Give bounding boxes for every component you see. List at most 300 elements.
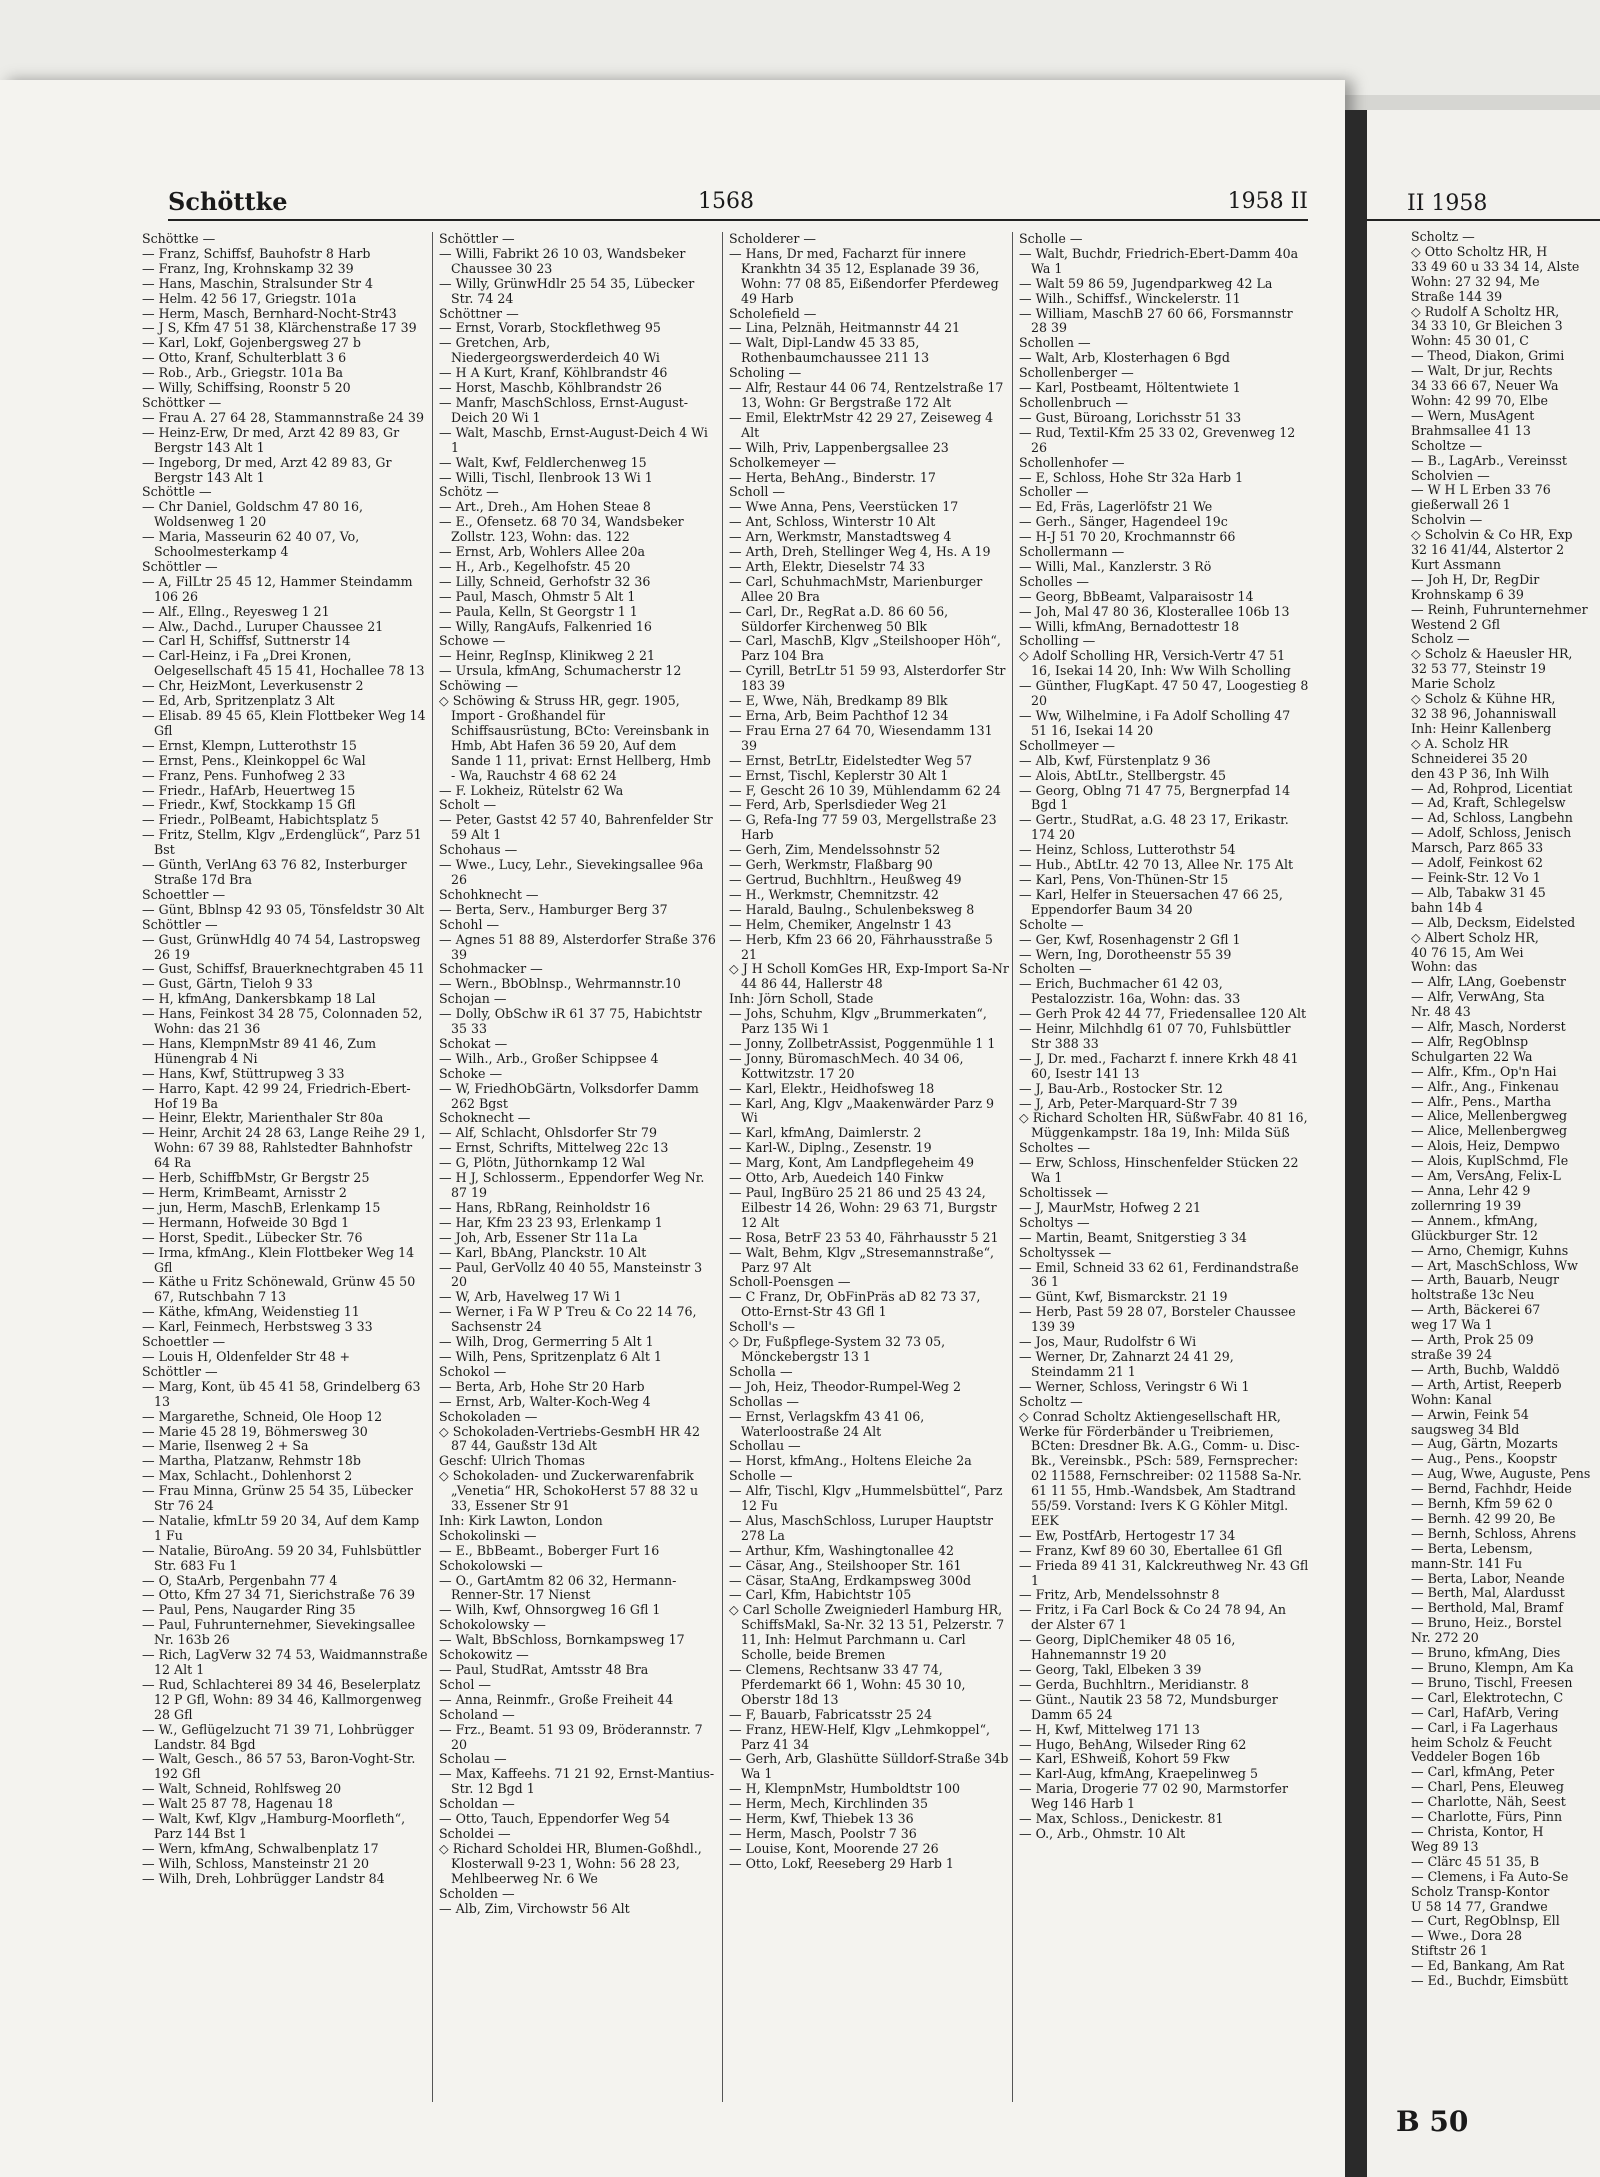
directory-entry: — Martin, Beamt, Snitgerstieg 3 34 bbox=[1019, 1229, 1247, 1245]
directory-entry: — Herm, Masch, Poolstr 7 36 bbox=[729, 1825, 917, 1841]
directory-entry: — F, Gescht 26 10 39, Mühlendamm 62 24 bbox=[729, 782, 1001, 798]
directory-entry: Schollmeyer — bbox=[1019, 737, 1116, 753]
directory-entry: Schulgarten 22 Wa bbox=[1411, 1048, 1533, 1064]
directory-entry: mann-Str. 141 Fu bbox=[1411, 1555, 1523, 1571]
directory-entry: — Frieda 89 41 31, Kalckreuthweg Nr. 43 Gfl 1 bbox=[1019, 1557, 1309, 1588]
right-column bbox=[1411, 230, 1600, 1989]
directory-entry: — Alfr, Tischl, Klgv „Hummelsbüttel“, Parz 12 Fu bbox=[729, 1483, 1003, 1514]
directory-entry: — Carl, i Fa Lagerhaus bbox=[1411, 1719, 1558, 1735]
directory-entry: Schollenberger — bbox=[1019, 365, 1134, 381]
directory-entry: Glückburger Str. 12 bbox=[1411, 1227, 1538, 1243]
directory-entry: — J, MaurMstr, Hofweg 2 21 bbox=[1019, 1199, 1202, 1215]
directory-entry: — G, Refa-Ing 77 59 03, Mergellstraße 23 Harb bbox=[729, 812, 997, 843]
directory-entry: — Wwe., Dora 28 bbox=[1411, 1928, 1523, 1944]
directory-entry: — Jonny, ZollbetrAssist, Poggenmühle 1 1 bbox=[729, 1035, 996, 1051]
directory-entry: — Karl-Aug, kfmAng, Kraepelinweg 5 bbox=[1019, 1766, 1258, 1782]
directory-entry: — Rich, LagVerw 32 74 53, Waidmannstraße 12 Alt 1 bbox=[142, 1647, 428, 1677]
directory-entry: Scholkemeyer — bbox=[729, 454, 837, 470]
directory-entry: — Karl, kfmAng, Daimlerstr. 2 bbox=[729, 1125, 922, 1141]
directory-entry: — Arth, Bäckerei 67 bbox=[1411, 1302, 1541, 1318]
directory-entry: Scholz Transp-Kontor bbox=[1411, 1883, 1550, 1899]
directory-entry: — F. Lokheiz, Rütelstr 62 Wa bbox=[439, 782, 624, 798]
directory-entry: — Friedr., HafArb, Heuertweg 15 bbox=[142, 782, 356, 798]
directory-entry: ◇ Schöwing & Struss HR, gegr. 1905, Import - Großhandel für Schiffsausrüstung, BCto: Vereinsbank in Hmb, Abt Hafen 36 59 20, Auf dem Sande 1 11, privat: Ernst Hellberg, Hmb - Wa, Rauchstr 4 68 62 24 bbox=[439, 693, 711, 783]
directory-entry: — Annem., kfmAng, bbox=[1411, 1212, 1538, 1228]
directory-entry: Schol — bbox=[439, 1676, 491, 1692]
directory-entry: — Har, Kfm 23 23 93, Erlenkamp 1 bbox=[439, 1214, 663, 1230]
directory-entry: — Franz, Ing, Krohnskamp 32 39 bbox=[142, 260, 354, 276]
directory-entry: — Christa, Kontor, H bbox=[1411, 1823, 1544, 1839]
directory-entry: Brahmsallee 41 13 bbox=[1411, 422, 1531, 438]
section-folio: B 50 bbox=[1396, 2105, 1469, 2138]
directory-entry: — Frau Minna, Grünw 25 54 35, Lübecker Str 76 24 bbox=[142, 1483, 413, 1514]
directory-entry: Scholling — bbox=[1019, 633, 1096, 649]
directory-entry: — Rosa, BetrF 23 53 40, Fährhausstr 5 21 bbox=[729, 1229, 999, 1245]
directory-entry: weg 17 Wa 1 bbox=[1411, 1317, 1493, 1333]
directory-entry: Straße 144 39 bbox=[1411, 288, 1503, 304]
header-page-number: 1568 bbox=[698, 189, 754, 214]
directory-entry: — Paul, Masch, Ohmstr 5 Alt 1 bbox=[439, 588, 636, 604]
directory-entry: — William, MaschB 27 60 66, Forsmannstr 28 39 bbox=[1019, 305, 1293, 336]
directory-entry: — Walt, Dipl-Landw 45 33 85, Rothenbaumchaussee 211 13 bbox=[729, 335, 930, 366]
directory-entry: — Harro, Kapt. 42 99 24, Friedrich-Ebert-Hof 19 Ba bbox=[142, 1080, 411, 1111]
directory-entry: — Berta, Serv., Hamburger Berg 37 bbox=[439, 901, 668, 917]
directory-entry: — Walt, Gesch., 86 57 53, Baron-Voght-Str. 192 Gfl bbox=[142, 1751, 416, 1782]
directory-entry: — Alfr., Kfm., Op'n Hai bbox=[1411, 1063, 1557, 1079]
directory-entry: ◇ Schokoladen-Vertriebs-GesmbH HR 42 87 44, Gaußstr 13d Alt bbox=[439, 1423, 700, 1454]
directory-entry: — Alus, MaschSchloss, Luruper Hauptstr 278 La bbox=[729, 1512, 994, 1543]
directory-entry: — Aug, Gärtn, Mozarts bbox=[1411, 1436, 1558, 1452]
directory-entry: — H., Werkmstr, Chemnitzstr. 42 bbox=[729, 886, 939, 902]
directory-entry: — Berta, Lebensm, bbox=[1411, 1540, 1533, 1556]
header-year-volume: 1958 II bbox=[1227, 189, 1308, 214]
directory-entry: — Herm, Masch, Bernhard-Nocht-Str43 bbox=[142, 305, 397, 321]
directory-entry: ◇ Richard Scholdei HR, Blumen-Goßhdl., Klosterwall 9-23 1, Wohn: 56 28 23, Mehlbeerweg Nr. 6 We bbox=[439, 1840, 702, 1886]
directory-entry: — Georg, BbBeamt, Valparaisostr 14 bbox=[1019, 588, 1254, 604]
directory-entry: — Jonny, BüromaschMech. 40 34 06, Kottwitzstr. 17 20 bbox=[729, 1050, 964, 1081]
directory-entry: Scholefield — bbox=[729, 305, 817, 321]
directory-entry: — Fritz, i Fa Carl Bock & Co 24 78 94, An der Alster 67 1 bbox=[1019, 1602, 1286, 1633]
directory-entry: — Alf., Ellng., Reyesweg 1 21 bbox=[142, 603, 330, 619]
directory-entry: — Erw, Schloss, Hinschenfelder Stücken 22 Wa 1 bbox=[1019, 1155, 1299, 1186]
directory-entry: Scholten — bbox=[1019, 961, 1092, 977]
directory-entry: — Wwe., Lucy, Lehr., Sievekingsallee 96a 26 bbox=[439, 857, 704, 887]
directory-entry: — Martha, Platzanw, Rehmstr 18b bbox=[142, 1453, 361, 1469]
directory-entry: — Willy, Schiffsing, Roonstr 5 20 bbox=[142, 380, 351, 396]
directory-entry: Scholing — bbox=[729, 365, 802, 381]
directory-entry: — Clemens, Rechtsanw 33 47 74, Pferdemarkt 66 1, Wohn: 45 30 10, Oberstr 18d 13 bbox=[729, 1662, 966, 1707]
directory-entry: — Hub., AbtLtr. 42 70 13, Allee Nr. 175 Alt bbox=[1019, 857, 1294, 873]
directory-entry: — Hermann, Hofweide 30 Bgd 1 bbox=[142, 1214, 350, 1230]
directory-entry: — Bernd, Fachhdr, Heide bbox=[1411, 1481, 1572, 1497]
directory-entry: — E, Schloss, Hohe Str 32a Harb 1 bbox=[1019, 469, 1244, 485]
header-catchword: Schöttke bbox=[168, 187, 288, 216]
directory-entry: — Herta, BehAng., Binderstr. 17 bbox=[729, 469, 936, 485]
directory-entry: Inh: Kirk Lawton, London bbox=[439, 1512, 603, 1528]
directory-entry: — Walt, Dr jur, Rechts bbox=[1411, 363, 1553, 379]
directory-entry: Scholvin — bbox=[1411, 512, 1483, 528]
directory-entry: Westend 2 Gfl bbox=[1411, 616, 1500, 632]
directory-entry: Schneiderei 35 20 bbox=[1411, 750, 1528, 766]
directory-entry: — Charlotte, Fürs, Pinn bbox=[1411, 1809, 1563, 1825]
directory-page-right bbox=[1367, 110, 1600, 2177]
directory-entry: — Adolf, Feinkost 62 bbox=[1411, 855, 1543, 871]
directory-entry: Scholdan — bbox=[439, 1796, 515, 1812]
directory-entry: — Berth, Mal, Alardusst bbox=[1411, 1585, 1565, 1601]
directory-entry: Schötz — bbox=[439, 484, 499, 500]
directory-entry: — Herm, KrimBeamt, Arnisstr 2 bbox=[142, 1185, 347, 1200]
directory-entry: 32 38 96, Johanniswall bbox=[1411, 706, 1557, 721]
directory-entry: Scholtes — bbox=[1019, 1140, 1090, 1156]
directory-entry: 32 53 77, Steinstr 19 bbox=[1411, 661, 1546, 677]
directory-entry: ◇ Schokoladen- und Zuckerwarenfabrik „Venetia“ HR, SchokoHerst 57 88 32 u 33, Essener Str 91 bbox=[439, 1468, 699, 1514]
directory-entry: — Karl, Pens, Von-Thünen-Str 15 bbox=[1019, 871, 1229, 887]
directory-entry: — Hans, RbRang, Reinholdstr 16 bbox=[439, 1199, 651, 1215]
directory-entry: — Alfr., Ang., Finkenau bbox=[1411, 1078, 1559, 1094]
directory-entry: Stiftstr 26 1 bbox=[1411, 1943, 1489, 1959]
directory-entry: — Friedr., Kwf, Stockkamp 15 Gfl bbox=[142, 797, 356, 813]
directory-entry: — Willy, RangAufs, Falkenried 16 bbox=[439, 618, 652, 634]
directory-entry: — Günther, FlugKapt. 47 50 47, Loogestieg 8 20 bbox=[1019, 678, 1309, 709]
directory-entry: — Fritz, Stellm, Klgv „Erdenglück“, Parz 51 Bst bbox=[142, 827, 422, 858]
directory-entry: Schohknecht — bbox=[439, 886, 539, 902]
directory-entry: — Ernst, Vorarb, Stockflethweg 95 bbox=[439, 320, 661, 336]
directory-entry: — Harald, Baulng., Schulenbeksweg 8 bbox=[729, 901, 975, 917]
directory-entry: Schollas — bbox=[729, 1393, 799, 1409]
directory-entry: — Carl, kfmAng, Peter bbox=[1411, 1764, 1555, 1780]
directory-entry: — Irma, kfmAng., Klein Flottbeker Weg 14 Gfl bbox=[142, 1244, 415, 1275]
directory-entry: — Bernh, Kfm 59 62 0 bbox=[1411, 1496, 1553, 1512]
directory-entry: 33 49 60 u 33 34 14, Alste bbox=[1411, 258, 1580, 274]
directory-entry: Marie Scholz bbox=[1411, 676, 1495, 692]
directory-entry: — Alw., Dachd., Luruper Chaussee 21 bbox=[142, 618, 384, 634]
directory-entry: Schöttler — bbox=[142, 558, 218, 574]
right-running-head bbox=[1367, 185, 1600, 221]
directory-entry: — Horst, Maschb, Köhlbrandstr 26 bbox=[439, 380, 662, 396]
directory-entry: — Wilh, Priv, Lappenbergsallee 23 bbox=[729, 439, 949, 455]
directory-entry: — Aug., Pens., Koopstr bbox=[1411, 1451, 1557, 1467]
directory-entry: Schöttle — bbox=[142, 484, 212, 500]
directory-entry: — W, Arb, Havelweg 17 Wi 1 bbox=[439, 1289, 622, 1305]
directory-entry: Schöttker — bbox=[142, 394, 222, 410]
directory-entry: Scholtissek — bbox=[1019, 1185, 1109, 1200]
directory-entry: — Alb, Decksm, Eidelsted bbox=[1411, 914, 1576, 930]
directory-entry: — Bruno, Heiz., Borstel bbox=[1411, 1615, 1562, 1631]
directory-entry: Schokol — bbox=[439, 1363, 507, 1379]
directory-entry: ◇ Dr, Fußpflege-System 32 73 05, Mönckebergstr 13 1 bbox=[729, 1334, 946, 1364]
directory-entry: Weg 89 13 bbox=[1411, 1838, 1479, 1854]
directory-entry: — Paul, Fuhrunternehmer, Sievekingsallee Nr. 163b 26 bbox=[142, 1617, 416, 1648]
directory-entry: — Clemens, i Fa Auto-Se bbox=[1411, 1868, 1569, 1884]
directory-entry: Schollermann — bbox=[1019, 544, 1125, 560]
directory-entry: — Heinr, RegInsp, Klinikweg 2 21 bbox=[439, 648, 655, 664]
directory-entry: — Ad, Rohprod, Licentiat bbox=[1411, 780, 1573, 796]
directory-entry: — E, Wwe, Näh, Bredkamp 89 Blk bbox=[729, 693, 948, 709]
directory-entry: — Alfr., Pens., Martha bbox=[1411, 1093, 1552, 1109]
directory-entry: — Ursula, kfmAng, Schumacherstr 12 bbox=[439, 663, 682, 679]
directory-entry: — Karl, EShweiß, Kohort 59 Fkw bbox=[1019, 1751, 1230, 1767]
directory-entry: Scholles — bbox=[1019, 573, 1089, 589]
directory-entry: — Hans, Kwf, Stüttrupweg 3 33 bbox=[142, 1065, 345, 1081]
directory-entry: — Otto, Kfm 27 34 71, Sierichstraße 76 39 bbox=[142, 1587, 416, 1603]
directory-entry: — C Franz, Dr, ObFinPräs aD 82 73 37, Otto-Ernst-Str 43 Gfl 1 bbox=[729, 1289, 981, 1320]
directory-entry: Scholtze — bbox=[1411, 437, 1483, 453]
directory-entry: Scholvien — bbox=[1411, 467, 1490, 483]
directory-entry: — Alb, Kwf, Fürstenplatz 9 36 bbox=[1019, 752, 1211, 768]
directory-entry: — Alfr, VerwAng, Sta bbox=[1411, 989, 1545, 1005]
directory-entry: — Louise, Kont, Moorende 27 26 bbox=[729, 1840, 939, 1856]
directory-entry: — W, FriedhObGärtn, Volksdorfer Damm 262 Bgst bbox=[439, 1080, 699, 1111]
directory-entry: — Paul, GerVollz 40 40 55, Mansteinstr 3 20 bbox=[439, 1259, 703, 1290]
directory-entry: — Günt, Bblnsp 42 93 05, Tönsfeldstr 30 Alt bbox=[142, 901, 425, 917]
directory-entry: — Berta, Arb, Hohe Str 20 Harb bbox=[439, 1378, 645, 1394]
directory-entry: — Joh, Mal 47 80 36, Klosterallee 106b 13 bbox=[1019, 603, 1290, 619]
directory-entry: 40 76 15, Am Wei bbox=[1411, 944, 1524, 960]
directory-entry: — Ed, Arb, Spritzenplatz 3 Alt bbox=[142, 693, 335, 709]
directory-entry: den 43 P 36, Inh Wilh bbox=[1411, 765, 1550, 781]
directory-entry: — Emil, ElektrMstr 42 29 27, Zeiseweg 4 Alt bbox=[729, 409, 994, 440]
directory-entry: — Georg, Oblng 71 47 75, Bergnerpfad 14 Bgd 1 bbox=[1019, 782, 1291, 813]
directory-entry: — Walt, Behm, Klgv „Stresemannstraße“, Parz 97 Alt bbox=[729, 1244, 995, 1275]
directory-entry: — Otto, Tauch, Eppendorfer Weg 54 bbox=[439, 1811, 670, 1827]
directory-entry: — Franz, Kwf 89 60 30, Ebertallee 61 Gfl bbox=[1019, 1542, 1283, 1558]
directory-entry: — Wilh, Schloss, Mansteinstr 21 20 bbox=[142, 1855, 370, 1871]
directory-entry: — jun, Herm, MaschB, Erlenkamp 15 bbox=[142, 1199, 381, 1215]
directory-entry: — Ernst, Pens., Kleinkoppel 6c Wal bbox=[142, 752, 366, 768]
directory-entry: — Ernst, Verlagskfm 43 41 06, Waterloostraße 24 Alt bbox=[729, 1408, 925, 1439]
directory-entry: — Werner, Schloss, Veringstr 6 Wi 1 bbox=[1019, 1378, 1250, 1394]
directory-entry: — Rud, Textil-Kfm 25 33 02, Grevenweg 12 26 bbox=[1019, 424, 1296, 455]
directory-entry: — Bernh, Schloss, Ahrens bbox=[1411, 1525, 1577, 1541]
directory-entry: — Arth, Artist, Reeperb bbox=[1411, 1376, 1562, 1392]
directory-entry: Schohmacker — bbox=[439, 961, 543, 977]
directory-entry: Scholau — bbox=[439, 1751, 507, 1767]
directory-entry: — Ed, Bankang, Am Rat bbox=[1411, 1958, 1565, 1974]
directory-entry: Schöttler — bbox=[142, 916, 218, 932]
directory-entry: — A, FilLtr 25 45 12, Hammer Steindamm 106 26 bbox=[142, 573, 413, 604]
directory-entry: — Paul, IngBüro 25 21 86 und 25 43 24, Eilbestr 14 26, Wohn: 29 63 71, Burgstr 12 Alt bbox=[729, 1185, 997, 1230]
directory-entry: — Heinr, Elektr, Marienthaler Str 80a bbox=[142, 1110, 384, 1126]
directory-entry: — Feink-Str. 12 Vo 1 bbox=[1411, 869, 1541, 885]
directory-entry: — Cyrill, BetrLtr 51 59 93, Alsterdorfer Str 183 39 bbox=[729, 663, 1006, 694]
directory-entry: — Bruno, Tischl, Freesen bbox=[1411, 1674, 1573, 1690]
directory-entry: — Wilh., Schiffsf., Winckelerstr. 11 bbox=[1019, 290, 1241, 306]
directory-entry: — Johs, Schuhm, Klgv „Brummerkaten“, Parz 135 Wi 1 bbox=[729, 1006, 987, 1037]
directory-entry: — Otto, Kranf, Schulterblatt 3 6 bbox=[142, 350, 347, 366]
directory-entry: Krohnskamp 6 39 bbox=[1411, 586, 1524, 602]
directory-entry: — Ant, Schloss, Winterstr 10 Alt bbox=[729, 514, 936, 530]
directory-entry: — Gretchen, Arb, Niedergeorgswerderdeich 40 Wi bbox=[439, 335, 660, 366]
directory-entry: Scholl-Poensgen — bbox=[729, 1274, 851, 1290]
directory-entry: — Käthe, kfmAng, Weidenstieg 11 bbox=[142, 1304, 360, 1320]
directory-entry: Schollen — bbox=[1019, 335, 1091, 351]
directory-entry: — Berta, Labor, Neande bbox=[1411, 1570, 1565, 1586]
directory-entry: — Horst, kfmAng., Holtens Eleiche 2a bbox=[729, 1453, 972, 1469]
directory-entry: gießerwall 26 1 bbox=[1411, 497, 1511, 513]
directory-entry: Inh: Jörn Scholl, Stade bbox=[729, 991, 874, 1007]
directory-entry: Geschf: Ulrich Thomas bbox=[439, 1453, 585, 1469]
directory-entry: — Alois, Heiz, Dempwo bbox=[1411, 1138, 1560, 1154]
directory-entry: Scholler — bbox=[1019, 484, 1089, 500]
directory-entry: — Am, VersAng, Felix-L bbox=[1411, 1168, 1561, 1184]
directory-entry: ◇ Otto Scholtz HR, H bbox=[1411, 243, 1548, 259]
directory-entry: Schokolinski — bbox=[439, 1527, 537, 1543]
directory-entry: — Alfr, Restaur 44 06 74, Rentzelstraße 17 13, Wohn: Gr Bergstraße 172 Alt bbox=[729, 380, 1004, 410]
directory-entry: — Natalie, kfmLtr 59 20 34, Auf dem Kamp 1 Fu bbox=[142, 1512, 420, 1543]
directory-entry: 34 33 66 67, Neuer Wa bbox=[1411, 378, 1559, 394]
directory-entry: ◇ A. Scholz HR bbox=[1411, 735, 1509, 751]
directory-entry: — Lina, Pelznäh, Heitmannstr 44 21 bbox=[729, 320, 961, 336]
directory-entry: ◇ Albert Scholz HR, bbox=[1411, 929, 1539, 945]
directory-entry: — Arth, Buchb, Walddö bbox=[1411, 1361, 1560, 1377]
directory-entry: — Franz, Schiffsf, Bauhofstr 8 Harb bbox=[142, 245, 371, 261]
directory-entry: 32 16 41/44, Alstertor 2 bbox=[1411, 542, 1565, 558]
directory-entry: — Wwe Anna, Pens, Veerstücken 17 bbox=[729, 499, 959, 515]
directory-entry: — Gerda, Buchhltrn., Meridianstr. 8 bbox=[1019, 1676, 1249, 1692]
directory-entry: Scholderer — bbox=[729, 232, 817, 246]
directory-entry: — Anna, Lehr 42 9 bbox=[1411, 1183, 1531, 1198]
directory-entry: — Carl, HafArb, Vering bbox=[1411, 1704, 1559, 1720]
directory-entry: — Art, MaschSchloss, Ww bbox=[1411, 1257, 1578, 1273]
directory-entry: — Arn, Werkmstr, Manstadtsweg 4 bbox=[729, 529, 952, 545]
directory-entry: — Gerh, Werkmstr, Flaßbarg 90 bbox=[729, 857, 933, 873]
directory-entry: — Karl, Helfer in Steuersachen 47 66 25, Eppendorfer Baum 34 20 bbox=[1019, 886, 1283, 917]
directory-entry: — H, Kwf, Mittelweg 171 13 bbox=[1019, 1721, 1200, 1737]
directory-entry: — Carl, SchuhmachMstr, Marienburger Allee 20 Bra bbox=[729, 573, 983, 604]
directory-entry: — Elisab. 89 45 65, Klein Flottbeker Weg 14 Gfl bbox=[142, 708, 426, 738]
directory-entry: — Adolf, Schloss, Jenisch bbox=[1411, 825, 1572, 841]
directory-entry: — Herb, Past 59 28 07, Borsteler Chaussee 139 39 bbox=[1019, 1304, 1296, 1335]
directory-entry: — Maria, Masseurin 62 40 07, Vo, Schoolmesterkamp 4 bbox=[142, 529, 360, 560]
directory-entry: — Willi, kfmAng, Bernadottestr 18 bbox=[1019, 618, 1240, 634]
directory-entry: — Wern, MusAgent bbox=[1411, 407, 1535, 423]
directory-entry: Scholden — bbox=[439, 1885, 515, 1901]
directory-entry: saugsweg 34 Bld bbox=[1411, 1421, 1520, 1437]
directory-entry: — Walt, Arb, Klosterhagen 6 Bgd bbox=[1019, 350, 1230, 366]
directory-entry: ◇ Scholvin & Co HR, Exp bbox=[1411, 527, 1573, 543]
directory-entry: Schohl — bbox=[439, 916, 500, 932]
directory-entry: — Karl, Feinmech, Herbstsweg 3 33 bbox=[142, 1319, 373, 1335]
directory-entry: Nr. 48 43 bbox=[1411, 1004, 1471, 1020]
directory-entry: — Aug, Wwe, Auguste, Pens bbox=[1411, 1466, 1591, 1482]
directory-entry: — Dolly, ObSchw iR 61 37 75, Habichtstr 35 33 bbox=[439, 1006, 702, 1037]
directory-entry: — G, Plötn, Jüthornkamp 12 Wal bbox=[439, 1155, 646, 1171]
directory-entry: — Natalie, BüroAng. 59 20 34, Fuhlsbüttler Str. 683 Fu 1 bbox=[142, 1542, 421, 1573]
directory-entry: — Paula, Kelln, St Georgstr 1 1 bbox=[439, 603, 638, 619]
directory-entry: — Reinh, Fuhrunternehmer bbox=[1411, 601, 1588, 617]
directory-entry: — Cäsar, Ang., Steilshooper Str. 161 bbox=[729, 1557, 962, 1573]
directory-entry: — Karl, Postbeamt, Höltentwiete 1 bbox=[1019, 380, 1241, 396]
directory-entry: — Karl, Elektr., Heidhofsweg 18 bbox=[729, 1080, 935, 1096]
directory-entry: — Agnes 51 88 89, Alsterdorfer Straße 376 39 bbox=[439, 931, 716, 962]
directory-entry: — Chr Daniel, Goldschm 47 80 16, Woldsenweg 1 20 bbox=[142, 499, 363, 530]
directory-entry: Schohaus — bbox=[439, 842, 518, 858]
directory-entry: ◇ Carl Scholle Zweigniederl Hamburg HR, SchiffsMakl, Sa-Nr. 32 13 51, Pelzerstr. 7 11, Inh: Helmut Parchmann u. Carl Scholle, beide Bremen bbox=[729, 1602, 1005, 1663]
directory-entry: — Peter, Gastst 42 57 40, Bahrenfelder Str 59 Alt 1 bbox=[439, 812, 713, 843]
directory-entry: — Chr, HeizMont, Leverkusenstr 2 bbox=[142, 678, 364, 694]
directory-entry: — Rob., Arb., Griegstr. 101a Ba bbox=[142, 365, 344, 381]
directory-entry: Scholla — bbox=[729, 1363, 793, 1379]
directory-entry: — Paul, Pens, Naugarder Ring 35 bbox=[142, 1602, 356, 1618]
directory-entry: Schokat — bbox=[439, 1035, 508, 1051]
directory-entry: Scholand — bbox=[439, 1706, 515, 1722]
directory-entry: — Joh, Arb, Essener Str 11a La bbox=[439, 1229, 638, 1245]
directory-entry: Schöttler — bbox=[439, 232, 515, 246]
directory-entry: — Cäsar, StaAng, Erdkampsweg 300d bbox=[729, 1572, 972, 1588]
directory-entry: — Heinz, Schloss, Lutterothstr 54 bbox=[1019, 842, 1236, 858]
directory-entry: — Karl, Lokf, Gojenbergsweg 27 b bbox=[142, 335, 361, 351]
directory-entry: Veddeler Bogen 16b bbox=[1411, 1749, 1541, 1765]
directory-entry: — Clärc 45 51 35, B bbox=[1411, 1853, 1540, 1869]
directory-entry: — Ferd, Arb, Sperlsdieder Weg 21 bbox=[729, 797, 948, 813]
directory-entry: — Walt 25 87 78, Hagenau 18 bbox=[142, 1796, 333, 1812]
directory-entry: — Heinr, Archit 24 28 63, Lange Reihe 29 1, Wohn: 67 39 88, Rahlstedter Bahnhofstr 64 Ra bbox=[142, 1125, 426, 1171]
directory-entry: — Carl, Kfm, Habichtstr 105 bbox=[729, 1587, 912, 1603]
directory-entry: Schokoladen — bbox=[439, 1408, 538, 1424]
directory-entry: — Frau A. 27 64 28, Stammannstraße 24 39 bbox=[142, 409, 424, 425]
directory-entry: Scholdei — bbox=[439, 1825, 511, 1841]
directory-entry: — Wilh, Dreh, Lohbrügger Landstr 84 bbox=[142, 1870, 385, 1886]
directory-entry: Schollenbruch — bbox=[1019, 394, 1128, 410]
directory-entry: — W., Geflügelzucht 71 39 71, Lohbrügger Landstr. 84 Bgd bbox=[142, 1721, 414, 1752]
directory-entry: — H-J 51 70 20, Krochmannstr 66 bbox=[1019, 529, 1236, 545]
directory-entry: — Erna, Arb, Beim Pachthof 12 34 bbox=[729, 708, 949, 723]
directory-entry: — Hugo, BehAng, Wilseder Ring 62 bbox=[1019, 1736, 1247, 1752]
directory-entry: Scholz — bbox=[1411, 631, 1470, 647]
directory-entry: — Ernst, Arb, Walter-Koch-Weg 4 bbox=[439, 1393, 651, 1409]
directory-entry: — Karl-W., Diplng., Zesenstr. 19 bbox=[729, 1140, 932, 1156]
directory-entry: — Arth, Dreh, Stellinger Weg 4, Hs. A 19 bbox=[729, 544, 991, 560]
directory-entry: — Hans, Feinkost 34 28 75, Colonnaden 52, Wohn: das 21 36 bbox=[142, 1006, 423, 1037]
directory-entry: ◇ Adolf Scholling HR, Versich-Vertr 47 51 16, Isekai 14 20, Inh: Ww Wilh Scholling bbox=[1019, 648, 1291, 679]
directory-entry: — Walt, Maschb, Ernst-August-Deich 4 Wi 1 bbox=[439, 424, 708, 455]
directory-entry: — Gerh., Sänger, Hagendeel 19c bbox=[1019, 514, 1228, 530]
directory-entry: Scholl — bbox=[729, 484, 786, 500]
directory-entry: — Theod, Diakon, Grimi bbox=[1411, 348, 1565, 364]
directory-entry: ◇ Conrad Scholtz Aktiengesellschaft HR, bbox=[1019, 1408, 1281, 1424]
directory-entry: — Berthold, Mal, Bramf bbox=[1411, 1600, 1563, 1616]
directory-entry: — Carl H, Schiffsf, Suttnerstr 14 bbox=[142, 633, 351, 649]
directory-entry: — Otto, Lokf, Reeseberg 29 Harb 1 bbox=[729, 1855, 954, 1871]
directory-entry: — Gust, Schiffsf, Brauerknechtgraben 45 11 bbox=[142, 961, 425, 977]
directory-entry: heim Scholz & Feucht bbox=[1411, 1734, 1552, 1750]
directory-entry: — Willi, Tischl, Ilenbrook 13 Wi 1 bbox=[439, 469, 653, 485]
directory-entry: — Arth, Elektr, Dieselstr 74 33 bbox=[729, 558, 926, 574]
directory-entry: — O, StaArb, Pergenbahn 77 4 bbox=[142, 1572, 338, 1588]
directory-entry: — Arth, Prok 25 09 bbox=[1411, 1332, 1534, 1348]
directory-entry: — J S, Kfm 47 51 38, Klärchenstraße 17 39 bbox=[142, 320, 417, 336]
directory-entry: — Wilh, Drog, Germerring 5 Alt 1 bbox=[439, 1334, 654, 1350]
directory-entry: — Alois, AbtLtr., Stellbergstr. 45 bbox=[1019, 767, 1227, 783]
directory-entry: Schöttler — bbox=[142, 1363, 218, 1379]
directory-entry: — Emil, Schneid 33 62 61, Ferdinandstraße 36 1 bbox=[1019, 1259, 1299, 1290]
directory-entry: Schoettler — bbox=[142, 886, 226, 902]
directory-entry: — Max, Schloss., Denickestr. 81 bbox=[1019, 1811, 1224, 1827]
directory-entry: — Max, Schlacht., Dohlenhorst 2 bbox=[142, 1468, 353, 1484]
directory-entry: bahn 14b 4 bbox=[1411, 899, 1483, 915]
directory-entry: — Helm. 42 56 17, Griegstr. 101a bbox=[142, 290, 357, 306]
directory-entry: — Joh H, Dr, RegDir bbox=[1411, 571, 1540, 587]
directory-entry: Schojan — bbox=[439, 991, 507, 1007]
directory-entry: — Bruno, kfmAng, Dies bbox=[1411, 1645, 1561, 1661]
directory-entry: — Carl, MaschB, Klgv „Steilshooper Höh“, Parz 104 Bra bbox=[729, 633, 1001, 664]
directory-entry: Scholtz — bbox=[1411, 229, 1475, 244]
directory-entry: — Arwin, Feink 54 bbox=[1411, 1406, 1529, 1422]
directory-entry: — Günt., Nautik 23 58 72, Mundsburger Damm 65 24 bbox=[1019, 1691, 1278, 1722]
directory-entry: — Werner, i Fa W P Treu & Co 22 14 76, Sachsenstr 24 bbox=[439, 1304, 697, 1335]
directory-entry: ◇ Richard Scholten HR, SüßwFabr. 40 81 16, Müggenkampstr. 18a 19, Inh: Milda Süß bbox=[1019, 1110, 1308, 1141]
column-1 bbox=[142, 232, 428, 2102]
